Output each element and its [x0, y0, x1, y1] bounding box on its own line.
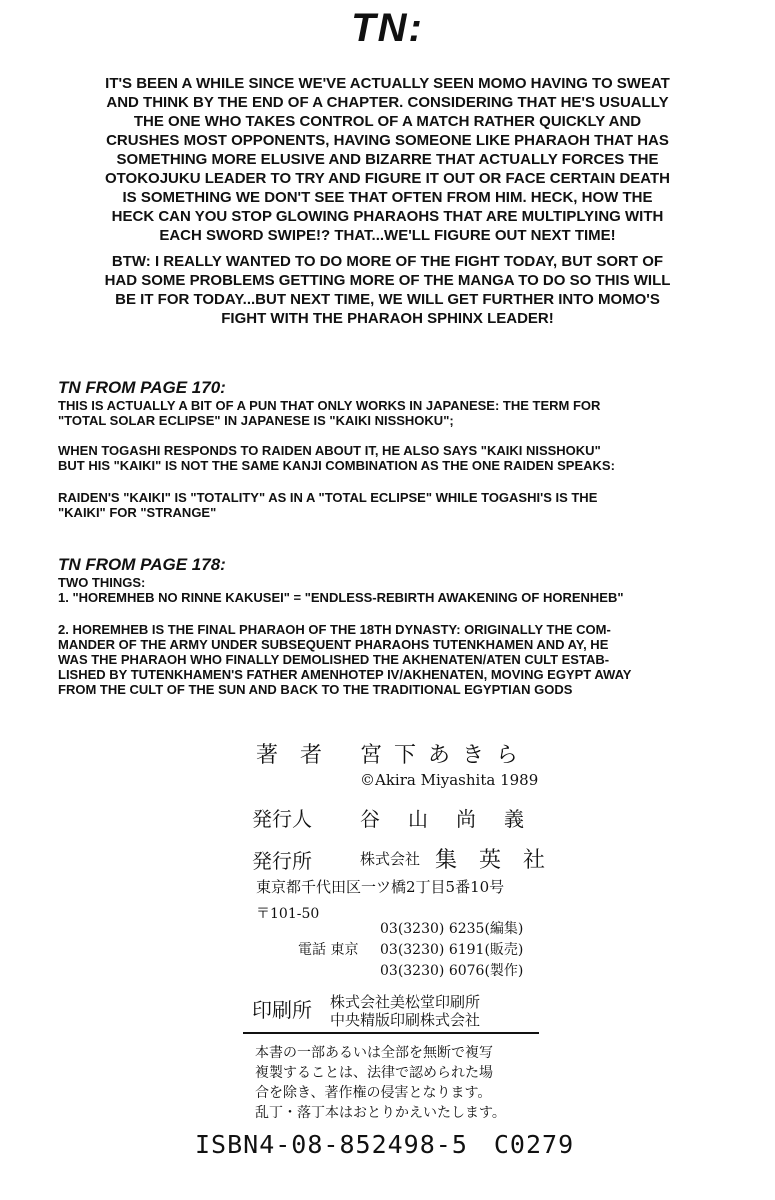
- section2-line: TWO THINGS:: [58, 575, 146, 590]
- section2-line: 2. HOREMHEB IS THE FINAL PHARAOH OF THE 18TH DYNASTY: ORIGINALLY THE COM-: [58, 622, 611, 637]
- tn-title: TN:: [351, 6, 424, 50]
- intro-line: SOMETHING MORE ELUSIVE AND BIZARRE THAT ACTUALLY FORCES THE: [116, 151, 659, 168]
- copyright-notice-line: 合を除き、著作権の侵害となります。: [255, 1085, 492, 1101]
- section1-line: RAIDEN'S "KAIKI" IS "TOTALITY" AS IN A "TOTAL ECLIPSE" WHILE TOGASHI'S IS THE: [58, 490, 598, 505]
- author-label: 著 者: [256, 743, 323, 768]
- section1-line: BUT HIS "KAIKI" IS NOT THE SAME KANJI COMBINATION AS THE ONE RAIDEN SPEAKS:: [58, 458, 615, 473]
- section2-line: 1. "HOREMHEB NO RINNE KAKUSEI" = "ENDLESS-REBIRTH AWAKENING OF HORENHEB": [58, 590, 624, 605]
- phone-editorial: 03(3230) 6235(編集): [380, 921, 524, 937]
- printer-label: 印刷所: [252, 998, 312, 1022]
- btw-line: HAD SOME PROBLEMS GETTING MORE OF THE MANGA TO DO SO THIS WILL: [104, 272, 671, 289]
- intro-line: THE ONE WHO TAKES CONTROL OF A MATCH RATHER QUICKLY AND: [133, 113, 642, 130]
- office-name: 集 英 社: [435, 848, 546, 873]
- author-name: 宮下あきら: [360, 743, 531, 768]
- printer-2: 中央精版印刷株式会社: [330, 1011, 481, 1029]
- btw-line: BTW: I REALLY WANTED TO DO MORE OF THE FIGHT TODAY, BUT SORT OF: [111, 253, 664, 270]
- intro-line: EACH SWORD SWIPE!? THAT...WE'LL FIGURE OUT NEXT TIME!: [159, 227, 616, 244]
- isbn-code: ISBN4-08-852498-5 C0279: [195, 1130, 575, 1159]
- section1-line: THIS IS ACTUALLY A BIT OF A PUN THAT ONLY WORKS IN JAPANESE: THE TERM FOR: [58, 398, 601, 413]
- intro-line: HECK CAN YOU STOP GLOWING PHARAOHS THAT ARE MULTIPLYING WITH: [111, 208, 664, 225]
- section2-line: MANDER OF THE ARMY UNDER SUBSEQUENT PHARAOHS TUTENKHAMEN AND AY, HE: [58, 637, 609, 652]
- copyright: ©Akira Miyashita 1989: [360, 771, 539, 789]
- publisher-label: 発行人: [252, 807, 312, 831]
- phone-sales: 03(3230) 6191(販売): [380, 942, 524, 958]
- copyright-notice-line: 乱丁・落丁本はおとりかえいたします。: [255, 1105, 506, 1121]
- section1-line: "KAIKI" FOR "STRANGE": [58, 505, 217, 520]
- intro-paragraph: [0, 74, 775, 245]
- publisher-name: 谷 山 尚 義: [360, 807, 528, 831]
- section2-line: WAS THE PHARAOH WHO FINALLY DEMOLISHED THE AKHENATEN/ATEN CULT ESTAB-: [58, 652, 610, 667]
- btw-line: FIGHT WITH THE PHARAOH SPHINX LEADER!: [221, 310, 554, 327]
- btw-paragraph: [0, 252, 775, 328]
- intro-line: OTOKOJUKU LEADER TO TRY AND FIGURE IT OUT OR FACE CERTAIN DEATH: [104, 170, 671, 187]
- section1-line: WHEN TOGASHI RESPONDS TO RAIDEN ABOUT IT, HE ALSO SAYS "KAIKI NISSHOKU": [58, 443, 601, 458]
- copyright-notice-line: 本書の一部あるいは全部を無断で複写: [255, 1045, 493, 1061]
- phone-label: 電話 東京: [298, 942, 359, 958]
- section2-line: LISHED BY TUTENKHAMEN'S FATHER AMENHOTEP IV/AKHENATEN, MOVING EGYPT AWAY: [58, 667, 632, 682]
- divider-rule: [243, 1032, 539, 1034]
- intro-line: IS SOMETHING WE DON'T SEE THAT OFTEN FROM HIM. HECK, HOW THE: [122, 189, 653, 206]
- section-heading-page-170: TN FROM PAGE 170:: [58, 378, 226, 397]
- section2-line: FROM THE CULT OF THE SUN AND BACK TO THE TRADITIONAL EGYPTIAN GODS: [58, 682, 573, 697]
- printer-1: 株式会社美松堂印刷所: [330, 993, 481, 1011]
- postal-code: 〒101-50: [256, 906, 320, 922]
- section-heading-page-178: TN FROM PAGE 178:: [58, 555, 226, 574]
- section1-line: "TOTAL SOLAR ECLIPSE" IN JAPANESE IS "KAIKI NISSHOKU";: [58, 413, 454, 428]
- address: 東京都千代田区一ツ橋2丁目5番10号: [256, 878, 505, 896]
- phone-production: 03(3230) 6076(製作): [380, 963, 524, 979]
- office-label: 発行所: [252, 849, 312, 873]
- copyright-notice-line: 複製することは、法律で認められた場: [255, 1065, 493, 1081]
- intro-line: AND THINK BY THE END OF A CHAPTER. CONSIDERING THAT HE'S USUALLY: [106, 94, 669, 111]
- office-kabushiki: 株式会社: [360, 850, 421, 868]
- btw-line: BE IT FOR TODAY...BUT NEXT TIME, WE WILL GET FURTHER INTO MOMO'S: [115, 291, 660, 308]
- intro-line: CRUSHES MOST OPPONENTS, HAVING SOMEONE LIKE PHARAOH THAT HAS: [106, 132, 669, 149]
- intro-line: IT'S BEEN A WHILE SINCE WE'VE ACTUALLY SEEN MOMO HAVING TO SWEAT: [105, 75, 670, 92]
